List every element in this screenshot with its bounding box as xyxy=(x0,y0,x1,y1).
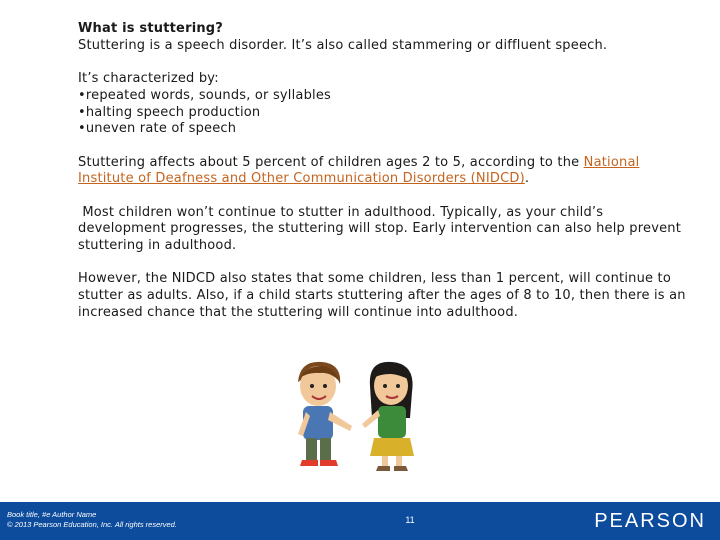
bullet-item: •halting speech production xyxy=(78,104,261,120)
slide-body xyxy=(78,21,688,322)
footer-bar xyxy=(0,502,720,540)
paragraph-prevalence xyxy=(78,155,688,188)
bullet-item: •uneven rate of speech xyxy=(78,121,237,137)
prevalence-end: . xyxy=(524,171,530,187)
footer-meta xyxy=(7,510,177,530)
slide-title: What is stuttering? xyxy=(78,21,224,36)
prevalence-text: Stuttering affects about 5 percent of children ages 2 to 5, according to the xyxy=(78,154,584,170)
spacer xyxy=(78,138,688,155)
paragraph-outgrow: Most children won’t continue to stutter in adulthood. Typically, as your child’s development progresses, the stuttering will stop. Early intervention can also help prevent stuttering in adulthood. xyxy=(78,204,686,254)
spacer xyxy=(78,188,688,205)
boy-figure xyxy=(298,362,352,466)
pearson-logo: PEARSON xyxy=(594,510,706,532)
book-info: Book title, #e Author Name xyxy=(7,510,97,519)
page-number: 11 xyxy=(405,515,415,525)
girl-figure xyxy=(362,362,414,471)
intro-text: Stuttering is a speech disorder. It’s also called stammering or diffluent speech. xyxy=(78,37,608,53)
spacer xyxy=(78,54,688,71)
bullet-item: •repeated words, sounds, or syllables xyxy=(78,87,332,103)
copyright-text: © 2013 Pearson Education, Inc. All rights reserved. xyxy=(7,520,177,529)
nidcd-link[interactable]: National Institute of Deafness and Other Communication Disorders (NIDCD) xyxy=(78,154,640,187)
characterized-label: It’s characterized by: xyxy=(78,71,219,87)
spacer xyxy=(78,255,688,272)
children-talking-illustration xyxy=(270,352,450,482)
paragraph-adults: However, the NIDCD also states that some children, less than 1 percent, will continue to stutter as adults. Also, if a child starts stuttering after the ages of 8 to 10, then there is an increased chance that the stuttering will continue into adulthood. xyxy=(78,271,686,320)
